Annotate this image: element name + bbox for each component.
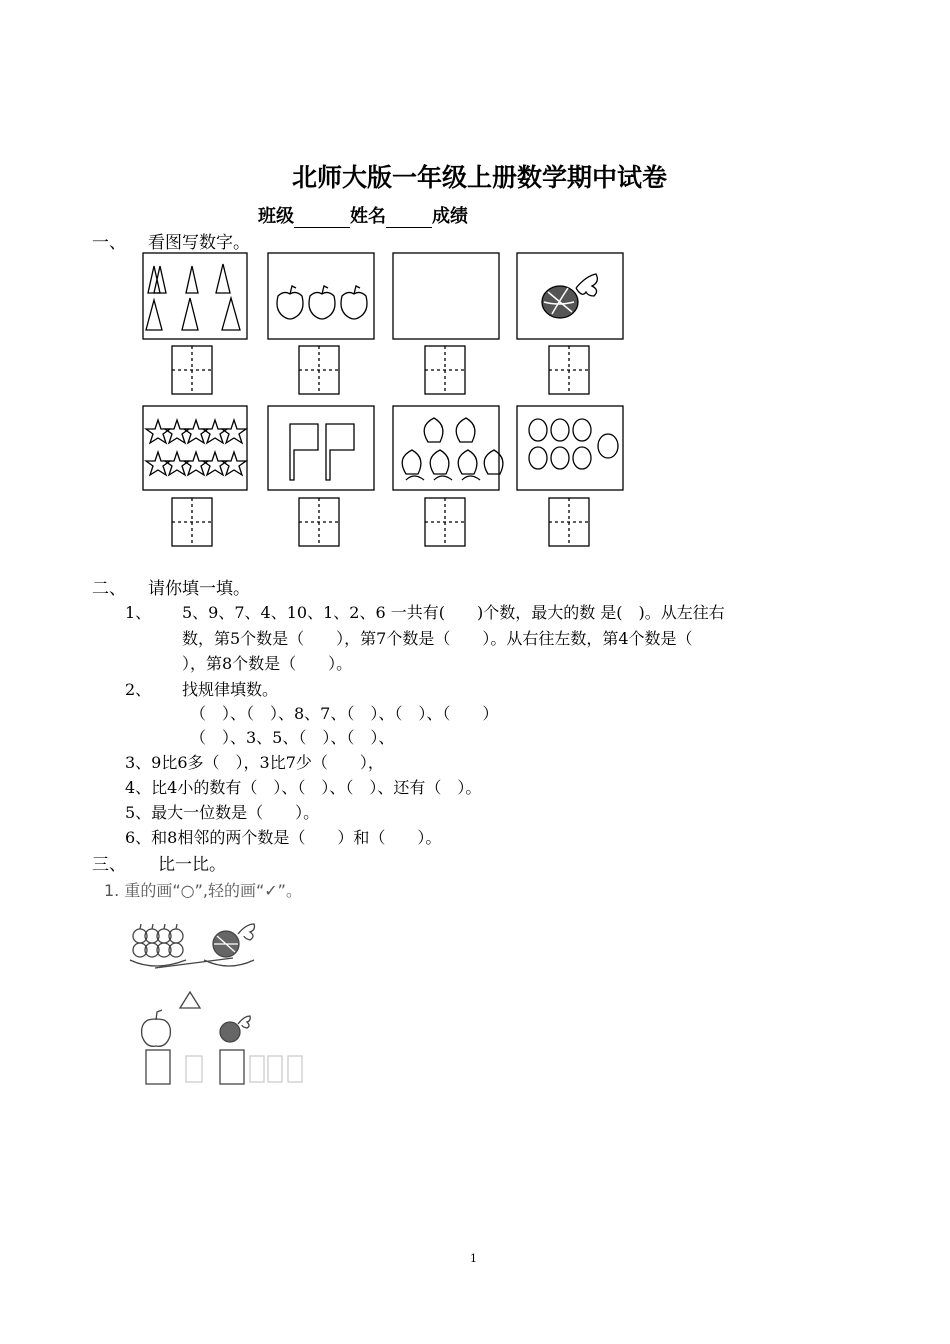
watermelon-icon-small — [213, 924, 255, 957]
watermelon-icon — [542, 274, 597, 318]
student-info-line — [258, 202, 468, 228]
circle-icons — [529, 419, 618, 469]
q1-line3: ），第8个数是（ ）。 — [182, 654, 353, 673]
empty-box — [393, 253, 499, 339]
apple-icon — [142, 1019, 171, 1046]
q2-heading: 找规律填数。 — [182, 680, 279, 699]
flags-box — [268, 406, 374, 490]
q1-number: 1、 — [125, 603, 152, 622]
triangles-box — [143, 253, 247, 339]
q1-line2: 数，第5个数是（ ），第7个数是（ ）。从右往左数，第4个数是（ — [182, 629, 693, 648]
q6: 6、和8相邻的两个数是（ ）和（ ）。 — [125, 828, 442, 847]
name-label: 姓名 — [350, 206, 386, 227]
score-label: 成绩 — [432, 206, 468, 227]
name-blank[interactable] — [386, 209, 432, 228]
circles-box — [517, 406, 623, 490]
watermelon-icon-single — [220, 1022, 240, 1042]
watermelon-answer-box — [220, 1050, 244, 1084]
balance-scale-figure — [100, 900, 356, 1090]
apples-box — [268, 253, 374, 339]
flag-icons — [290, 424, 354, 480]
peach-icons — [402, 418, 503, 480]
section1-heading: 看图写数字。 — [148, 233, 250, 253]
q5: 5、最大一位数是（ ）。 — [125, 803, 320, 822]
class-blank[interactable] — [294, 209, 350, 228]
q4: 4、比4小的数有（ ）、（ ）、（ ）、还有（ ）。 — [125, 778, 482, 797]
page-title: 北师大版一年级上册数学期中试卷 — [292, 163, 668, 192]
section2-number: 二、 — [92, 579, 126, 599]
q2-line1: （ ）、（ ）、8、7、（ ）、（ ）、（ ） — [190, 704, 499, 723]
q1-line1: 5、9、7、4、10、1、2、6 一共有( )个数，最大的数 是( )。从左往右 — [182, 603, 725, 622]
scale-fulcrum — [180, 992, 200, 1008]
class-label: 班级 — [258, 206, 294, 227]
apple-answer-box — [146, 1050, 170, 1084]
count-pictures-figure — [88, 250, 680, 552]
apple-group-icon — [133, 924, 183, 957]
q2-number: 2、 — [125, 680, 152, 699]
answer-boxes-row1 — [172, 346, 589, 394]
page-number: 1 — [470, 1252, 477, 1265]
scale-beam — [155, 958, 233, 968]
q3: 3、9比6多（ ），3比7少（ ）， — [125, 753, 384, 772]
section2-heading: 请你填一填。 — [148, 579, 250, 599]
stars-box — [143, 406, 247, 490]
apple-icons — [277, 286, 367, 319]
q2-line2: （ ）、3、5、（ ）、（ ）、 — [190, 728, 395, 747]
section3-number: 三、 — [92, 855, 126, 875]
section1-number: 一、 — [92, 233, 126, 253]
star-icons — [146, 420, 246, 475]
answer-boxes-row2 — [172, 498, 589, 546]
section3-heading: 比一比。 — [158, 855, 226, 875]
scan-caption: 1. 重的画“○”,轻的画“✓”。 — [104, 881, 302, 900]
triangle-icons — [146, 264, 240, 330]
